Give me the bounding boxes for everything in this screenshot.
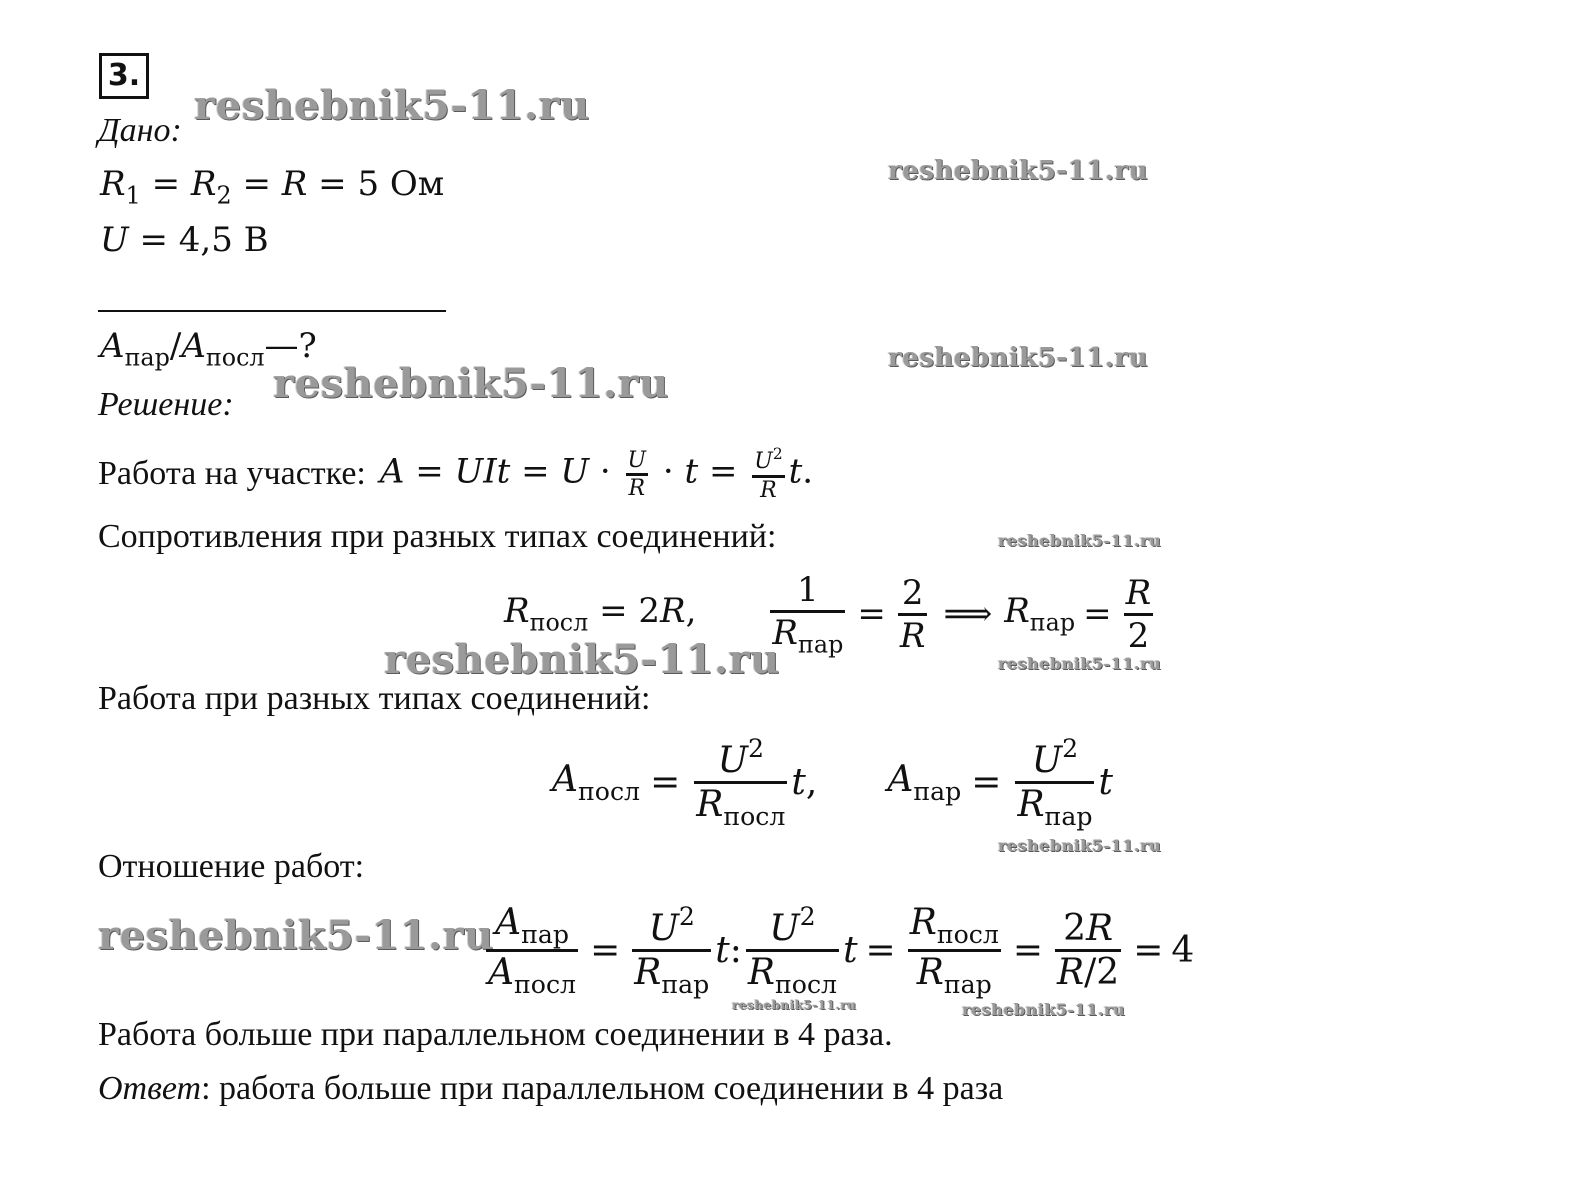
work-formula: A = UIt = U · $\frac{U}{R}$ · t = $\frac{U^2}{R}$ t.	[379, 445, 814, 503]
watermark: reshebnik5-11.ru	[273, 360, 669, 407]
watermark: reshebnik5-11.ru	[888, 156, 1149, 186]
problem-number: 3.	[99, 53, 149, 99]
given-label: Дано:	[98, 112, 182, 149]
conclusion: Работа больше при параллельном соединении в 4 раза.	[98, 1016, 893, 1053]
find: $A_{пар}/A_{посл}—$?	[100, 326, 317, 372]
given-line-2: U = 4,5 В	[100, 220, 269, 260]
watermark: reshebnik5-11.ru	[998, 654, 1162, 673]
answer-text: : работа больше при параллельном соединении в 4 раза	[201, 1070, 1004, 1107]
answer-line	[98, 1070, 1003, 1108]
work-on-section-line	[98, 438, 813, 510]
watermark: reshebnik5-11.ru	[998, 836, 1162, 855]
solution-label: Решение:	[98, 386, 234, 423]
watermark: reshebnik5-11.ru	[962, 1000, 1126, 1019]
watermark: reshebnik5-11.ru	[998, 531, 1162, 550]
watermark: reshebnik5-11.ru	[194, 82, 590, 129]
given-divider	[98, 310, 446, 312]
given-line-1: $R_1 = R_2 = R = 5$ Ом	[100, 164, 445, 210]
ratio-text: Отношение работ:	[98, 848, 365, 885]
work-on-section-text: Работа на участке:	[98, 455, 366, 492]
ratio-formula: $\frac{A_{пар}}{A_{посл}}$ = $\frac{U^2}{R_{пар}}$ t: $\frac{U^2}{R_{посл}}$ t = $\frac{R_{посл}}{R_{пар}}$ = $\frac{2R}{R/2}$ = 4	[488, 901, 1195, 999]
answer-label: Ответ	[98, 1070, 202, 1107]
watermark: reshebnik5-11.ru	[732, 998, 857, 1012]
watermark: reshebnik5-11.ru	[888, 343, 1149, 373]
resistances-text: Сопротивления при разных типах соединений:	[98, 518, 777, 555]
watermark: reshebnik5-11.ru	[98, 912, 494, 959]
resistances-formula: $R_{посл} = 2R$, $\frac{1}{R_{пар}}$ = $\frac{2}{R}$ ⟹ $R_{пар}$ = $\frac{R}{2}$	[504, 569, 1152, 659]
work-types-text: Работа при разных типах соединений:	[98, 680, 651, 717]
watermark: reshebnik5-11.ru	[384, 636, 780, 683]
work-types-formula: $A_{посл}$ = $\frac{U^2}{R_{посл}}$ t, $A_{пар}$ = $\frac{U^2}{R_{пар}}$ t	[552, 733, 1113, 831]
